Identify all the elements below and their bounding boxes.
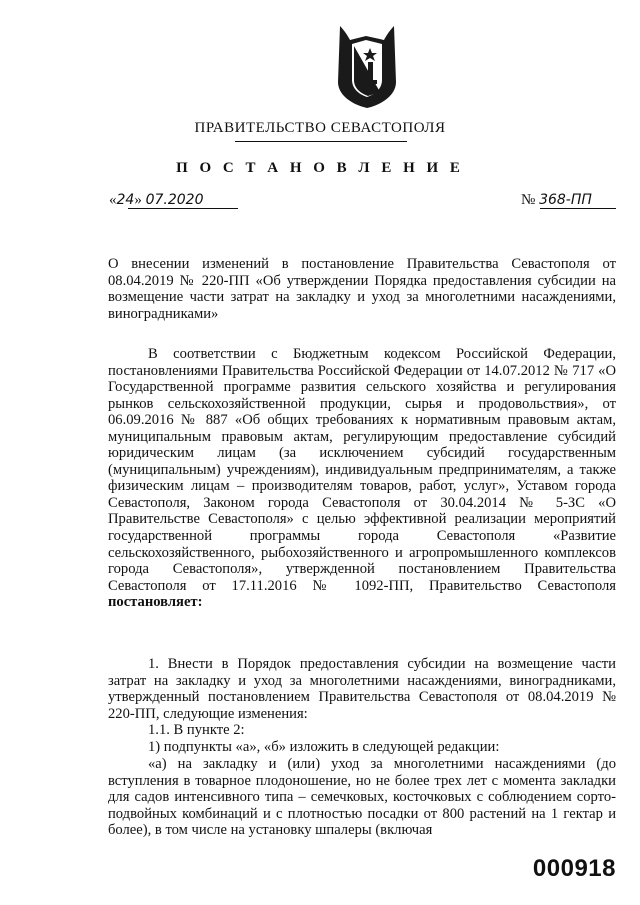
date-underline <box>128 208 238 209</box>
resolves-word: постановляет: <box>108 594 203 611</box>
organization-name: ПРАВИТЕЛЬСТВО СЕВАСТОПОЛЯ <box>194 120 446 136</box>
number-prefix: № <box>521 192 536 208</box>
document-title: О внесении изменений в постановление Правительства Севастополя от 08.04.2019 № 220-ПП «Об утверждении Порядка предоставления субсидии на возмещение части затрат на закладку и уход за многолетними насаждениями, виноградниками» <box>108 256 616 322</box>
date-close-quote: » <box>134 192 142 208</box>
date-month-year: 07.2020 <box>145 192 204 208</box>
number-underline <box>540 208 616 209</box>
sevastopol-coat-of-arms-icon <box>326 22 406 110</box>
preamble-text: В соответствии с Бюджетным кодексом Российской Федерации, постановлениями Правительства Российской Федерации от 14.07.2012 № 717 «О Государственной программе развития сельского хозяйства и регулирования рынков сельскохозяйственной продукции, сырья и продовольствия», от 06.09.2016 № 887 «Об общих требованиях к нормативным правовым актам, муниципальным правовым актам, регулирующим предоставление субсидий юридическим лицам (за исключением субсидий государственным (муниципальным) учреждениям), индивидуальным предпринимателям, а также физическим лицам – производителям товаров, работ, услуг», Уставом города Севастополя, Законом города Севастополя от 30.04.2014 № 5-ЗС «О Правительстве Севастополя» с целью эффективной реализации мероприятий государственной программы города Севастополя «Развитие сельскохозяйственного, рыбохозяйственного и агропромышленного комплексов города Севастополя», утвержденной постановлением Правительства Севастополя от 17.11.2016 № 1092-ПП, Правительство Севастополя <box>108 346 616 594</box>
number-value: 368-ПП <box>539 192 592 208</box>
document-type-heading: П О С Т А Н О В Л Е Н И Е <box>176 160 464 176</box>
preamble-paragraph <box>108 346 616 611</box>
date-day: 24 <box>116 192 135 208</box>
item-1-1-paragraph: 1.1. В пункте 2: <box>148 722 245 738</box>
date-open-quote: « <box>109 192 117 208</box>
item-1-paragraph: 1. Внести в Порядок предоставления субсидии на возмещение части затрат на закладку и уход за многолетними насаждениями, виноградниками, утвержденный постановлением Правительства Севастополя от 08.04.2019 № 220-ПП, следующие изменения: <box>108 656 616 722</box>
organization-underline <box>235 141 407 142</box>
document-date <box>109 192 203 209</box>
document-number <box>521 192 592 209</box>
subitem-a-paragraph: «а) на закладку и (или) уход за многолетними насаждениями (до вступления в товарное плодоношение, но не более трех лет с момента закладки для садов интенсивного типа – семечковых, косточковых с соблюдением сорто-подвойных комбинаций и с плотностью посадки от 800 растений на 1 гектар и более), в том числе на установку шпалеры (включая <box>108 756 616 839</box>
item-1-1-1-paragraph: 1) подпункты «а», «б» изложить в следующей редакции: <box>148 739 500 755</box>
serial-number: 000918 <box>532 855 616 882</box>
